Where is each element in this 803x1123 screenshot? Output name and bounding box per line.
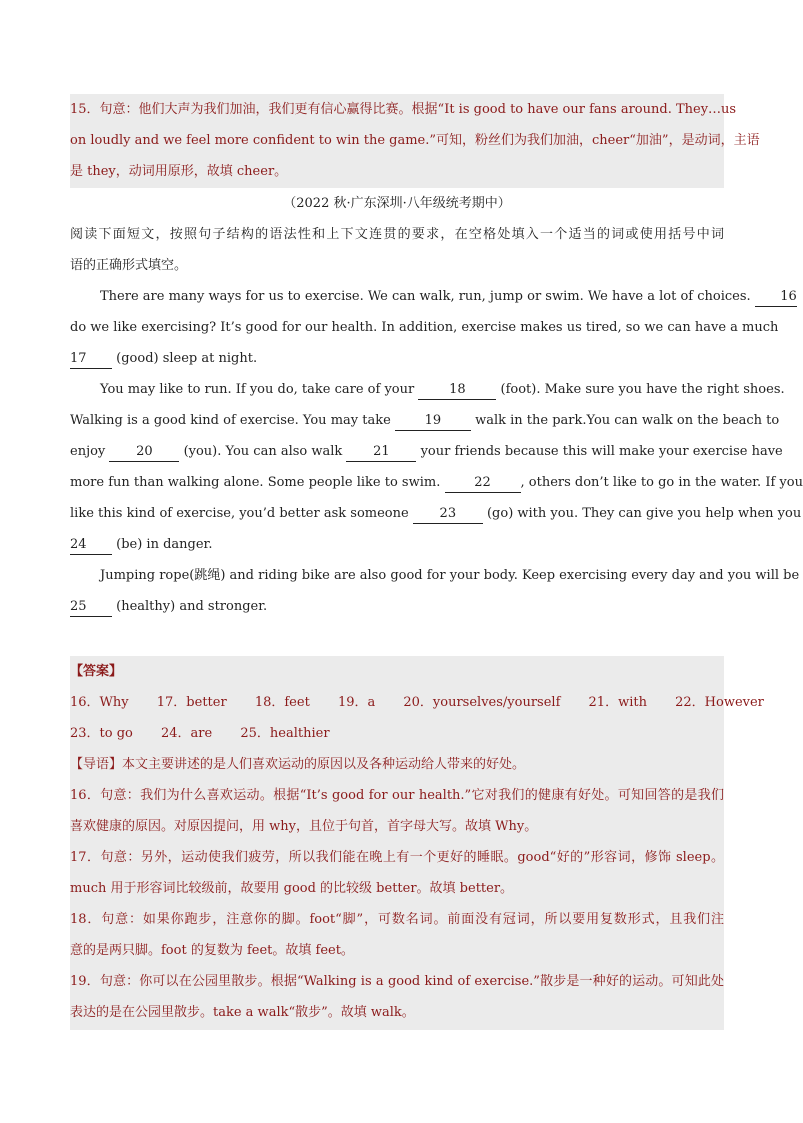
q15-explanation-line3: 是 they，动词用原形，故填 cheer。: [70, 164, 288, 179]
answer-heading: 【答案】: [70, 664, 123, 679]
answer-row-2: [70, 718, 724, 749]
passage-text: There are many ways for us to exercise. We can walk, run, jump or swim. We have a lot of choices.: [100, 289, 751, 304]
passage-text: (you). You can also walk: [183, 444, 343, 459]
explanation-18-line1: 18．句意：如果你跑步，注意你的脚。foot“脚”，可数名词。前面没有冠词，所以要用复数形式，且我们注: [70, 912, 724, 927]
blank-17[interactable]: 17: [70, 350, 112, 369]
answer-item: 20．yourselves/yourself: [403, 695, 561, 710]
passage-text: (foot). Make sure you have the right shoes.: [500, 382, 785, 397]
passage-text: (healthy) and stronger.: [116, 599, 268, 614]
passage-line: [70, 343, 724, 374]
explanation-16-line2: 喜欢健康的原因。对原因提问，用 why，且位于句首，首字母大写。故填 Why。: [70, 819, 538, 834]
answer-row-1: [70, 687, 764, 718]
passage-text: more fun than walking alone. Some people like to swim.: [70, 475, 441, 490]
q15-explanation-line2: on loudly and we feel more confident to win the game.”可知，粉丝们为我们加油，cheer“加油”，是动词，主语: [70, 133, 760, 148]
answer-item: 21．with: [588, 695, 647, 710]
answer-item: 19．a: [337, 695, 376, 710]
passage-line: [70, 498, 802, 529]
passage-text: your friends because this will make your exercise have: [420, 444, 783, 459]
previous-answer-block: [70, 94, 760, 188]
passage-text: Walking is a good kind of exercise. You may take: [70, 413, 391, 428]
blank-19[interactable]: 19: [395, 412, 471, 431]
q15-explanation-line1: 15．句意：他们大声为我们加油，我们更有信心赢得比赛。根据“It is good to have our fans around. They…us: [70, 102, 737, 117]
answer-item: 18．feet: [254, 695, 310, 710]
explanation-16-line1: 16．句意：我们为什么喜欢运动。根据“It’s good for our health.”它对我们的健康有好处。可知回答的是我们: [70, 788, 724, 803]
blank-24[interactable]: 24: [70, 536, 112, 555]
answer-item: 24．are: [161, 726, 213, 741]
answer-item: 22．However: [675, 695, 764, 710]
explanation-18-line2: 意的是两只脚。foot 的复数为 feet。故填 feet。: [70, 943, 354, 958]
blank-18[interactable]: 18: [418, 381, 496, 400]
answer-item: 25．healthier: [240, 726, 330, 741]
passage: [70, 281, 803, 622]
passage-text: You may like to run. If you do, take care of your: [100, 382, 415, 397]
passage-line: [70, 374, 785, 405]
passage-line: [70, 529, 724, 560]
passage-line: [70, 405, 780, 436]
passage-text: , others don’t like to go in the water. If you: [520, 475, 803, 490]
explanation-19-line2: 表达的是在公园里散步。take a walk“散步”。故填 walk。: [70, 1005, 415, 1020]
passage-text: (go) with you. They can give you help when you: [486, 506, 802, 521]
explanation-17-line1: 17．句意：另外，运动使我们疲劳，所以我们能在晚上有一个更好的睡眠。good“好的”形容词，修饰 sleep。: [70, 850, 724, 865]
passage-line: [70, 436, 783, 467]
passage-line: Jumping rope(跳绳) and riding bike are also good for your body. Keep exercising every day and you will be: [100, 568, 800, 583]
passage-text: walk in the park.You can walk on the beach to: [475, 413, 780, 428]
answer-item: 23．to go: [70, 726, 133, 741]
blank-23[interactable]: 23: [413, 505, 483, 524]
blank-21[interactable]: 21: [346, 443, 416, 462]
passage-line: [70, 591, 724, 622]
answer-item: 16．Why: [70, 695, 129, 710]
instructions-line1: 阅读下面短文，按照句子结构的语法性和上下文连贯的要求，在空格处填入一个适当的词或使用括号中词: [70, 227, 724, 242]
passage-line: [70, 467, 803, 498]
blank-25[interactable]: 25: [70, 598, 112, 617]
passage-line: [70, 281, 797, 312]
passage-text: (good) sleep at night.: [116, 351, 258, 366]
explanation-17-line2: much 用于形容词比较级前，故要用 good 的比较级 better。故填 better。: [70, 881, 514, 896]
instructions-line2: 语的正确形式填空。: [70, 258, 188, 273]
passage-line: do we like exercising? It’s good for our health. In addition, exercise makes us tired, so we can have a much: [70, 320, 779, 335]
guide-text: 【导语】本文主要讲述的是人们喜欢运动的原因以及各种运动给人带来的好处。: [70, 757, 526, 772]
explanation-19-line1: 19．句意：你可以在公园里散步。根据“Walking is a good kind of exercise.”散步是一种好的运动。可知此处: [70, 974, 724, 989]
blank-20[interactable]: 20: [109, 443, 179, 462]
blank-22[interactable]: 22: [445, 474, 521, 493]
passage-text: like this kind of exercise, you’d better ask someone: [70, 506, 409, 521]
blank-16[interactable]: 16: [755, 288, 797, 307]
answer-block: [70, 656, 764, 1030]
passage-text: enjoy: [70, 444, 106, 459]
answer-item: 17．better: [156, 695, 227, 710]
passage-text: (be) in danger.: [116, 537, 213, 552]
source-heading: （2022 秋·广东深圳·八年级统考期中）: [283, 196, 511, 211]
instructions: [70, 219, 724, 281]
